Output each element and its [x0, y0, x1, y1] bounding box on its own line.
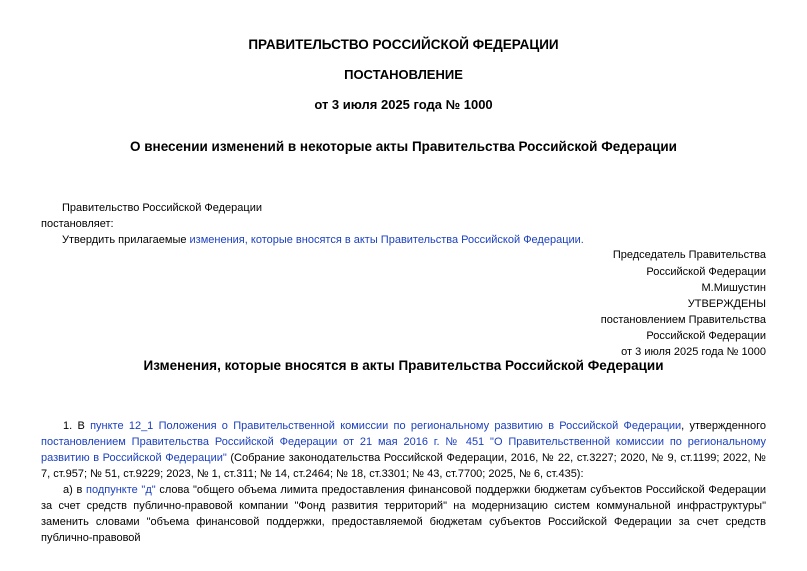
paragraph-1-mid: , утвержденного — [681, 420, 766, 432]
changes-link[interactable]: изменения, которые вносятся в акты Правительства Российской Федерации. — [189, 234, 584, 246]
subparagraph-d-link[interactable]: подпункте "д" — [85, 484, 156, 496]
date-number-heading: от 3 июля 2025 года № 1000 — [314, 97, 493, 112]
signature-name: М.Мишустин — [701, 282, 766, 294]
subparagraph-a-rest: слова "общего объема лимита предоставления финансовой поддержки бюджетам субъектов Российской Федерации за счет средств публично-правовой компании "Фонд развития территорий" на модернизацию систем коммунальной инфраструктуры" заменить словами "объема финансовой поддержки, предоставляемой бюджетам субъектов Российской Федерации за счет средств публично-правовой — [41, 484, 766, 544]
doc-type-heading: ПОСТАНОВЛЕНИЕ — [344, 67, 463, 82]
signature-position: Председатель Правительства — [612, 249, 766, 261]
government-heading: ПРАВИТЕЛЬСТВО РОССИЙСКОЙ ФЕДЕРАЦИИ — [248, 37, 559, 52]
body-line-government: Правительство Российской Федерации — [62, 202, 262, 214]
paragraph-1 — [41, 418, 766, 482]
approved-country: Российской Федерации — [646, 330, 766, 342]
paragraph-1-in: В — [72, 420, 91, 432]
changes-title: Изменения, которые вносятся в акты Правительства Российской Федерации — [143, 358, 664, 373]
regulation-link[interactable]: пункте 12_1 Положения о Правительственной комиссии по региональному развитию в Российской Федерации — [90, 420, 682, 432]
document-title: О внесении изменений в некоторые акты Правительства Российской Федерации — [129, 139, 677, 154]
subparagraph-a-text — [41, 482, 766, 546]
paragraph-1-rest: (Собрание законодательства Российской Федерации, 2016, № 22, ст.3227; 2020, № 9, ст.1199; 2022, № 7, ст.957; № 51, ст.9229; 2023, № 1, ст.311; № 14, ст.2464; № 18, ст.3301; № 43, ст.7700; 2025, № 6, ст.435): — [41, 452, 766, 480]
approve-prefix: Утвердить прилагаемые — [62, 234, 190, 246]
paragraph-number: 1. — [63, 420, 73, 432]
subparagraph-a — [41, 482, 766, 546]
body-line-resolves: постановляет: — [41, 218, 114, 230]
signature-country: Российской Федерации — [646, 266, 766, 278]
subparagraph-a-prefix: а) в — [63, 484, 86, 496]
resolution-link[interactable]: постановлением Правительства Российской Федерации от 21 мая 2016 г. № 451 "О Правительственной комиссии по региональному развитию в Российской Федерации" — [41, 436, 766, 464]
approved-date: от 3 июля 2025 года № 1000 — [621, 346, 766, 358]
approve-sentence — [62, 233, 584, 247]
approved-by: постановлением Правительства — [600, 314, 766, 326]
approved-label: УТВЕРЖДЕНЫ — [687, 298, 766, 310]
paragraph-1-text — [41, 418, 766, 482]
